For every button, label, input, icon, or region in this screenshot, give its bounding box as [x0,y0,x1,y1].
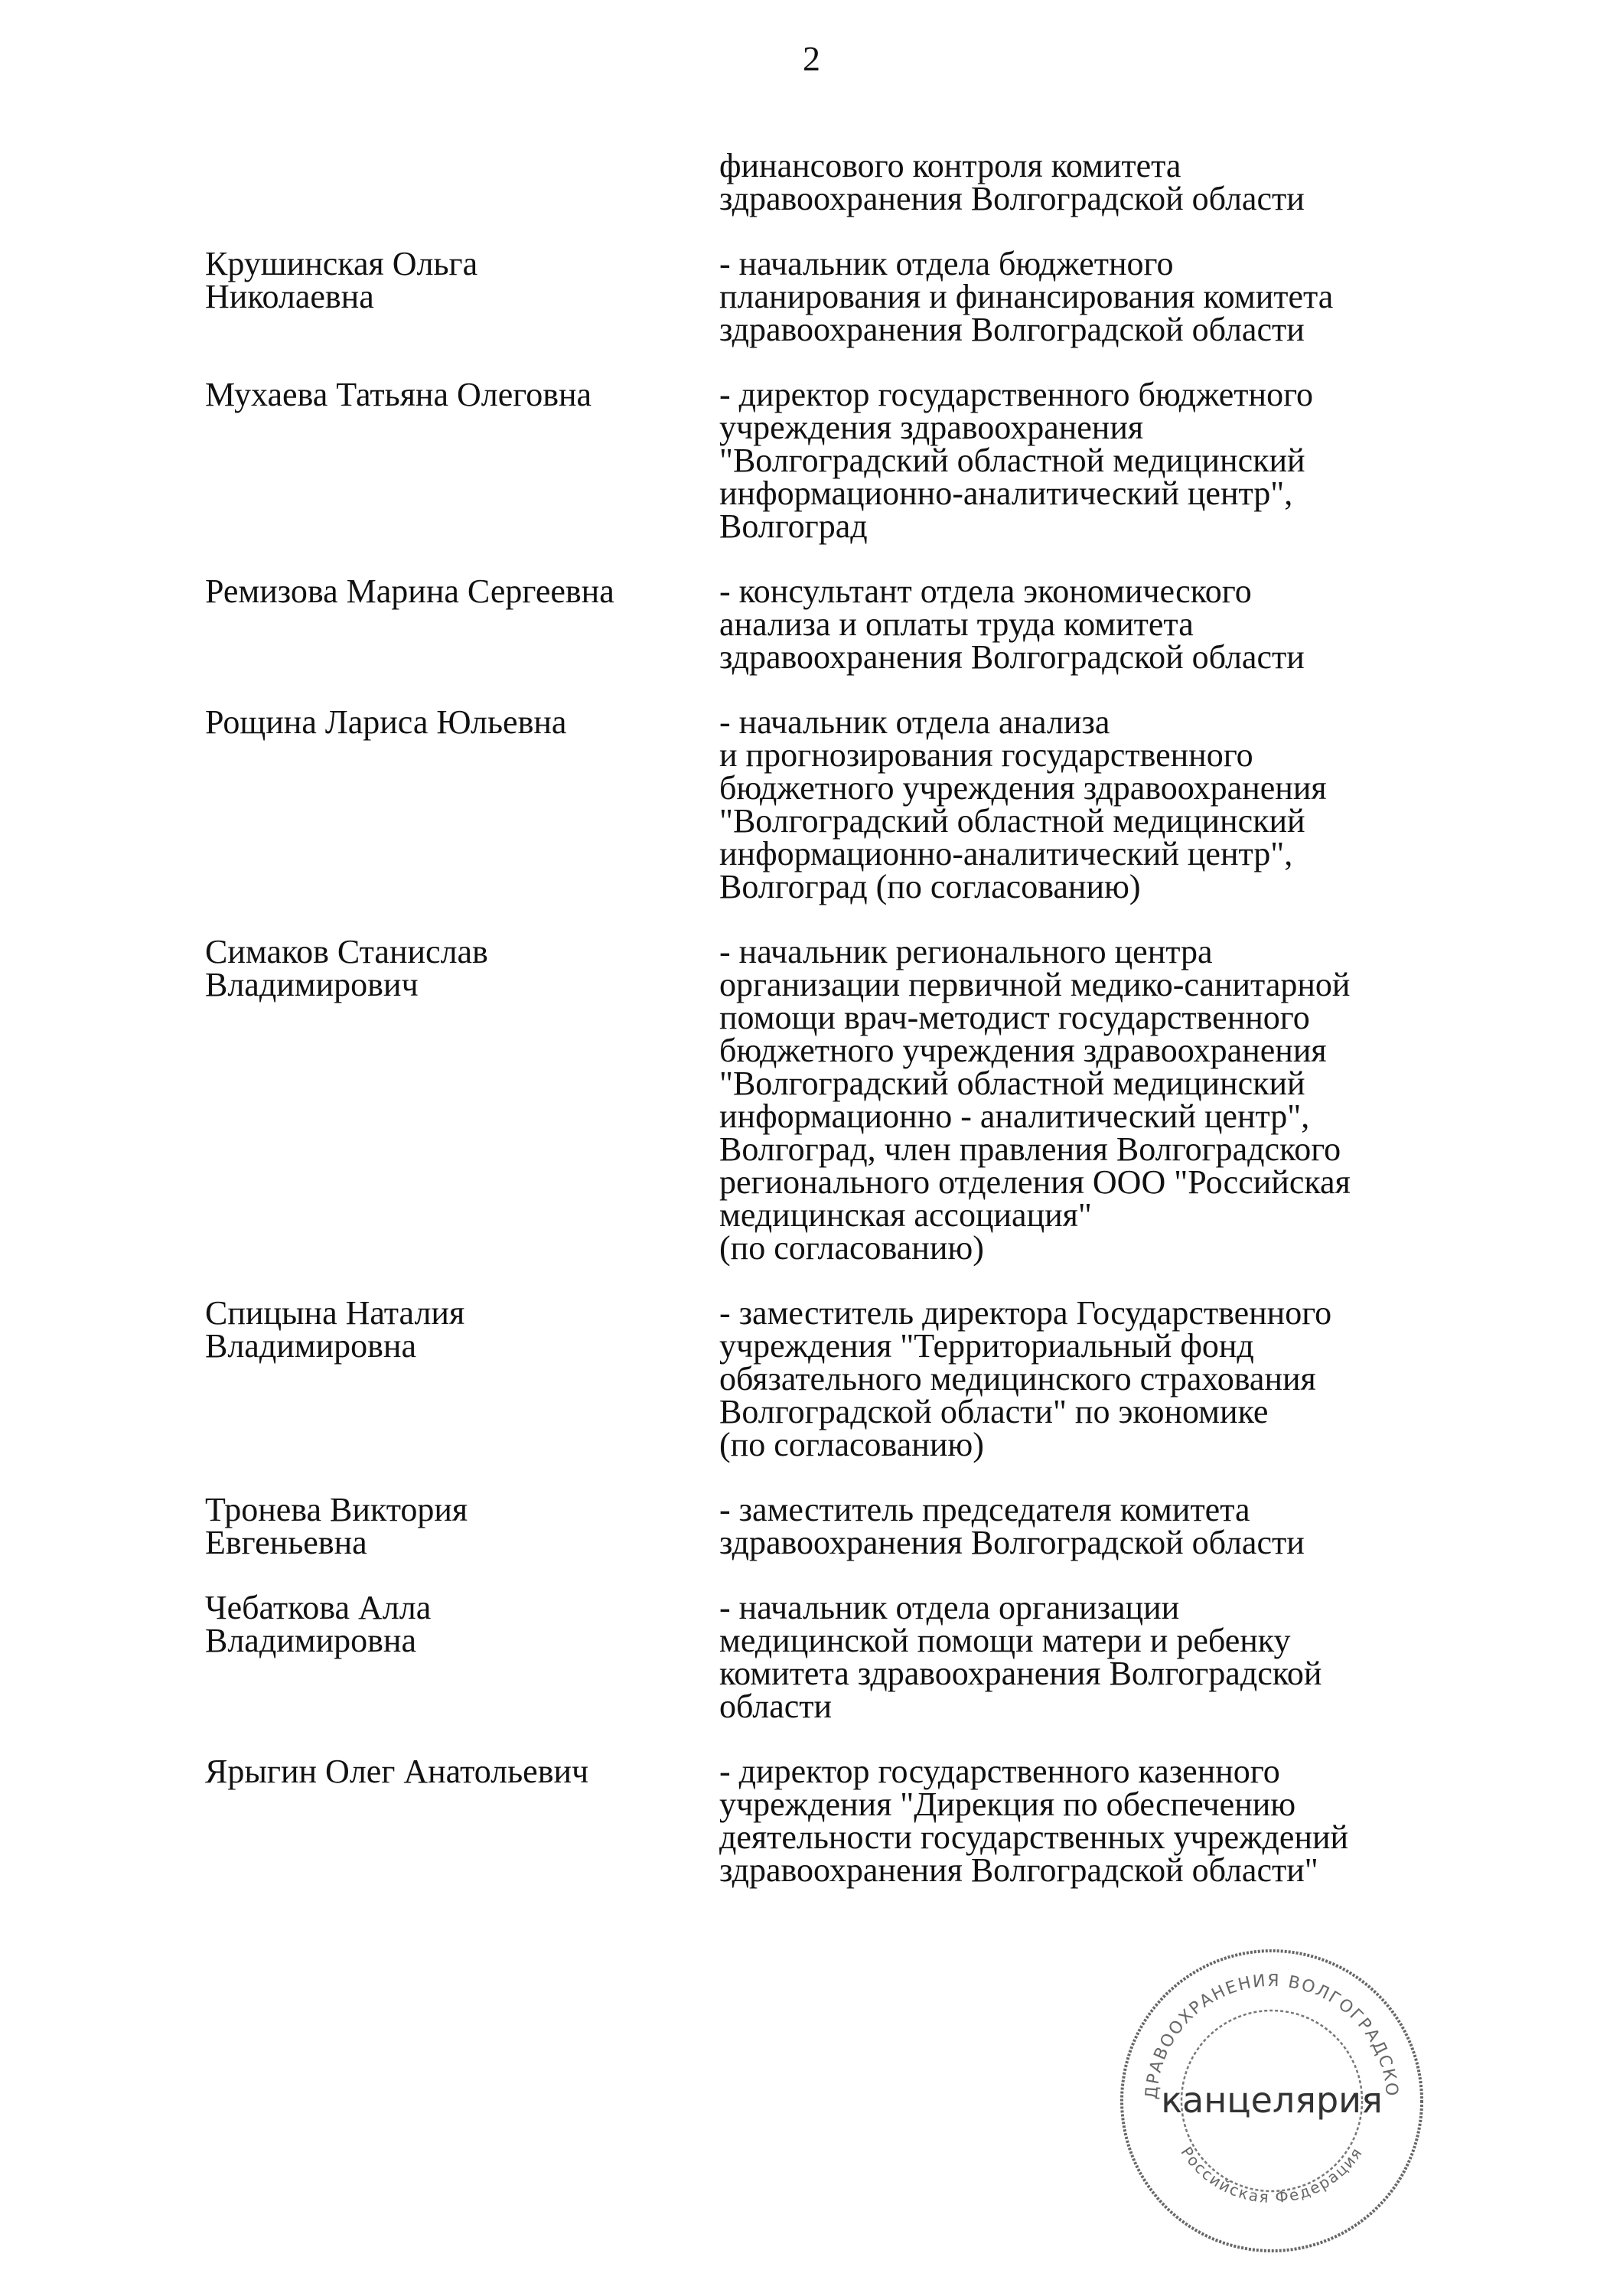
list-item [205,1296,1460,1461]
member-role: - директор государственного бюджетного учреждения здравоохранения "Волгоградский областной медицинский информационно-аналитический центр", Волгоград [719,376,1314,545]
member-name: Мухаева Татьяна Олеговна [205,376,592,413]
member-name: Тронева Виктория Евгеньевна [205,1491,468,1561]
member-role: - начальник отдела бюджетного планирования и финансирования комитета здравоохранения Волгоградской области [719,245,1334,348]
member-name: Чебаткова Алла Владимировна [205,1589,432,1659]
member-role: - заместитель директора Государственного учреждения "Территориальный фонд обязательного медицинского страхования Волгоградской области" по экономике (по согласованию) [719,1294,1332,1463]
member-role: - заместитель председателя комитета здравоохранения Волгоградской области [719,1491,1305,1561]
page-number: 2 [803,39,820,78]
list-item [205,378,1460,543]
list-item [205,1755,1460,1887]
list-item [205,1493,1460,1559]
list-item [205,1591,1460,1723]
member-name: Рощина Лариса Юльевна [205,703,567,741]
member-role: - начальник регионального центра организации первичной медико-санитарной помощи врач-методист государственного бюджетного учреждения здравоохранения "Волгоградский областной медицинский информационно - аналитический центр", Волгоград, член правления Волгоградского регионального отделения ООО "Российская медицинская ассоциация" (по согласованию) [719,933,1351,1267]
list-item [205,933,1460,1267]
stamp-ring-text: ДРАВООХРАНЕНИЯ ВОЛГОГРАДСКО [1142,1971,1402,2100]
list-item [205,572,1460,676]
list-item [205,247,1460,346]
member-name [205,149,719,215]
member-name: Ремизова Марина Сергеевна [205,572,614,610]
stamp-center-text: канцелярия [1161,2079,1383,2121]
member-role: финансового контроля комитета здравоохранения Волгоградской области [719,147,1305,217]
member-list [205,149,1460,1919]
office-stamp [1111,1940,1432,2262]
member-name: Ярыгин Олег Анатольевич [205,1753,589,1790]
member-role: - консультант отдела экономического анализа и оплаты труда комитета здравоохранения Волгоградской области [719,572,1305,676]
member-role: - начальник отдела анализа и прогнозирования государственного бюджетного учреждения здравоохранения "Волгоградский областной медицинский информационно-аналитический центр", Волгоград (по согласованию) [719,703,1327,905]
list-item [205,149,1460,215]
member-name: Крушинская Ольга Николаевна [205,245,478,315]
member-name: Спицына Наталия Владимировна [205,1294,465,1365]
member-role: - начальник отдела организации медицинской помощи матери и ребенку комитета здравоохранения Волгоградской области [719,1589,1322,1725]
member-role: - директор государственного казенного учреждения "Дирекция по обеспечению деятельности государственных учреждений здравоохранения Волгоградской области" [719,1753,1349,1889]
list-item [205,703,1460,905]
member-name: Симаков Станислав Владимирович [205,933,488,1003]
stamp-bottom-text: Российская Федерация [1177,2143,1367,2207]
